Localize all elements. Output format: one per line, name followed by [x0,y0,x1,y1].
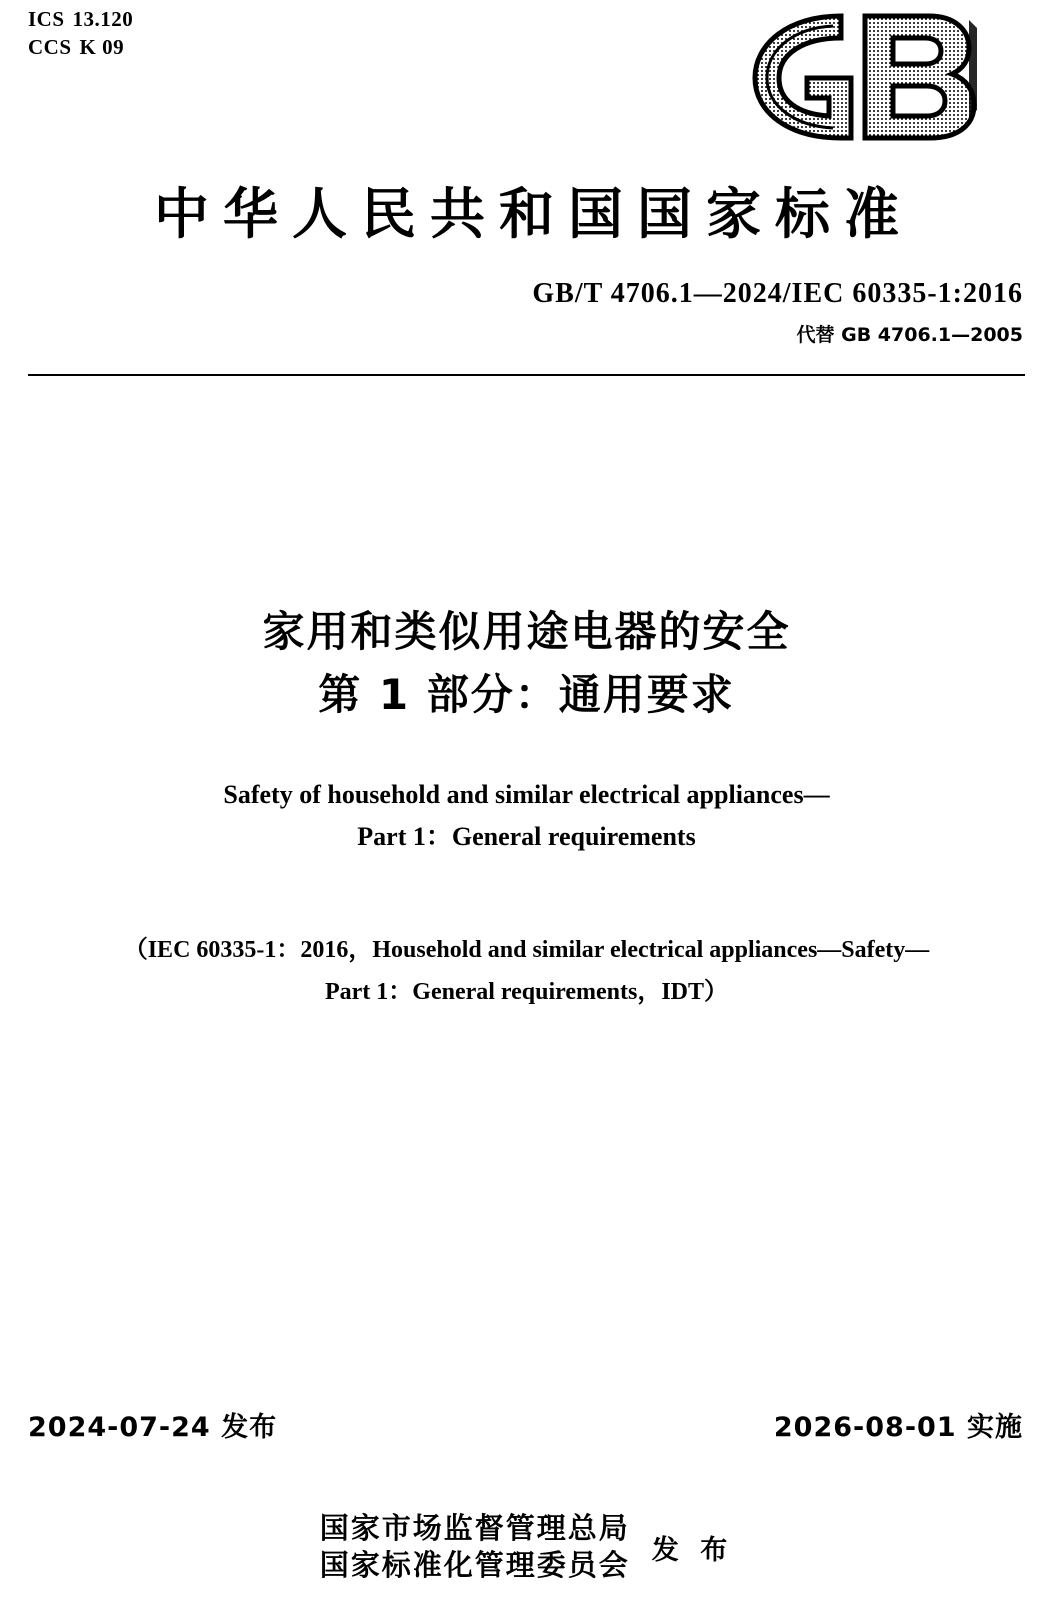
publish-label: 发 布 [651,1534,734,1566]
classification-codes [28,6,133,61]
title-block [28,600,1025,1013]
effective-date: 2026-08-01 实施 [773,1412,1023,1443]
issuer-line2: 国家标准化管理委员会 [319,1548,630,1583]
ics-value: 13.120 [72,7,134,31]
standard-number: GB/T 4706.1—2024/IEC 60335-1:2016 [532,278,1023,309]
issuer-names [320,1510,630,1584]
ccs-label: CCS [28,34,72,59]
standard-replaces: 代替 GB 4706.1—2005 [796,324,1023,346]
english-title-line1: Safety of household and similar electrical appliances— [223,780,830,809]
issue-date: 2024-07-24 发布 [28,1412,278,1443]
ics-code [28,6,133,34]
english-title [28,774,1025,857]
chinese-title-line2: 第 1 部分：通用要求 [318,670,735,719]
issuer-block [0,1510,1053,1584]
authority-title: 中华人民共和国国家标准 [153,182,913,246]
english-title-line2: Part 1：General requirements [357,821,696,851]
source-note-line2: Part 1：General requirements，IDT） [324,979,729,1006]
date-row [28,1405,1023,1444]
issuer-line1: 国家市场监督管理总局 [319,1511,630,1545]
standard-number-block [532,278,1023,347]
chinese-title-line1: 家用和类似用途电器的安全 [262,607,791,656]
source-note-line1: （IEC 60335-1：2016，Household and similar electrical appliances—Safety— [123,937,930,964]
ics-label: ICS [28,7,65,31]
gb-logo-icon [733,6,983,146]
ccs-code [28,34,133,62]
ccs-value: K 09 [79,34,125,59]
header-divider [28,374,1025,376]
source-standard-note [28,929,1025,1013]
